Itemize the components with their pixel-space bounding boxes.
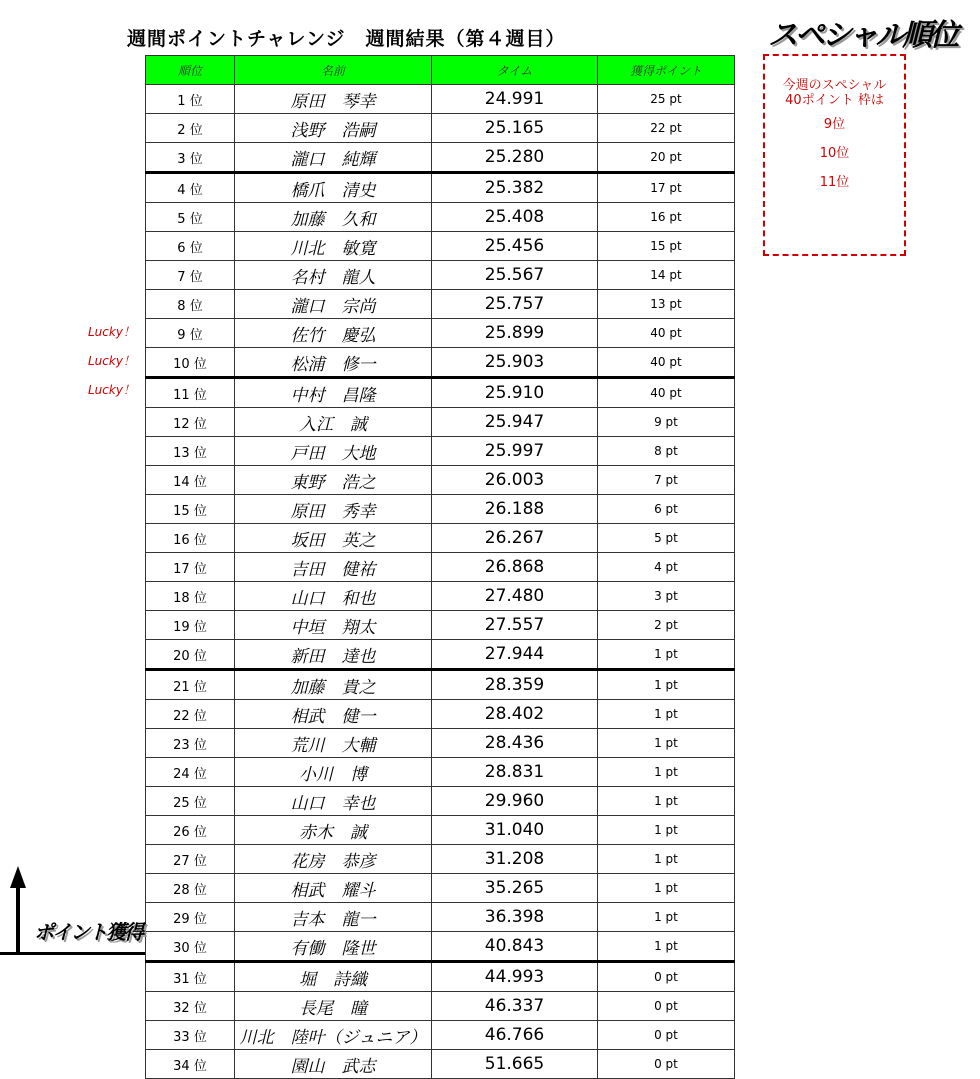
name-cell: 赤木 誠 xyxy=(235,816,432,845)
table-row xyxy=(146,932,735,962)
name-cell: 長尾 瞳 xyxy=(235,992,432,1021)
points-cell: 25 pt xyxy=(598,85,735,114)
points-cell: 1 pt xyxy=(598,640,735,670)
rank-cell: 9 位 xyxy=(146,319,235,348)
time-cell: 46.337 xyxy=(432,992,598,1021)
points-cutoff-line xyxy=(0,952,145,955)
points-cell: 4 pt xyxy=(598,553,735,582)
page-title: 週間ポイントチャレンジ 週間結果（第４週目） xyxy=(127,28,566,50)
rank-cell: 24 位 xyxy=(146,758,235,787)
table-row xyxy=(146,437,735,466)
time-cell: 25.757 xyxy=(432,290,598,319)
name-cell: 中村 昌隆 xyxy=(235,378,432,408)
name-cell: 吉田 健祐 xyxy=(235,553,432,582)
special-position: 11位 xyxy=(819,175,850,190)
table-row xyxy=(146,992,735,1021)
points-cell: 2 pt xyxy=(598,611,735,640)
time-cell: 51.665 xyxy=(432,1050,598,1079)
rank-cell: 16 位 xyxy=(146,524,235,553)
time-cell: 31.208 xyxy=(432,845,598,874)
time-cell: 31.040 xyxy=(432,816,598,845)
points-cell: 0 pt xyxy=(598,1050,735,1079)
table-row xyxy=(146,466,735,495)
rank-cell: 11 位 xyxy=(146,378,235,408)
table-row xyxy=(146,611,735,640)
table-row xyxy=(146,173,735,203)
points-cell: 1 pt xyxy=(598,932,735,962)
table-row xyxy=(146,85,735,114)
rank-cell: 4 位 xyxy=(146,173,235,203)
points-cell: 15 pt xyxy=(598,232,735,261)
name-cell: 山口 和也 xyxy=(235,582,432,611)
points-cell: 1 pt xyxy=(598,816,735,845)
table-row xyxy=(146,1021,735,1050)
table-row xyxy=(146,758,735,787)
name-cell: 中垣 翔太 xyxy=(235,611,432,640)
time-cell: 25.947 xyxy=(432,408,598,437)
table-row xyxy=(146,1050,735,1079)
time-cell: 24.991 xyxy=(432,85,598,114)
time-cell: 25.382 xyxy=(432,173,598,203)
table-row xyxy=(146,232,735,261)
table-row xyxy=(146,816,735,845)
rank-cell: 31 位 xyxy=(146,962,235,992)
rank-cell: 20 位 xyxy=(146,640,235,670)
name-cell: 佐竹 慶弘 xyxy=(235,319,432,348)
table-row xyxy=(146,408,735,437)
time-cell: 25.910 xyxy=(432,378,598,408)
table-row xyxy=(146,845,735,874)
table-row xyxy=(146,290,735,319)
table-row xyxy=(146,261,735,290)
rank-cell: 33 位 xyxy=(146,1021,235,1050)
points-cell: 20 pt xyxy=(598,143,735,173)
time-cell: 28.359 xyxy=(432,670,598,700)
name-cell: 堀 詩織 xyxy=(235,962,432,992)
rank-cell: 6 位 xyxy=(146,232,235,261)
name-cell: 入江 誠 xyxy=(235,408,432,437)
points-cell: 40 pt xyxy=(598,378,735,408)
time-cell: 28.402 xyxy=(432,700,598,729)
points-cell: 1 pt xyxy=(598,758,735,787)
rank-cell: 23 位 xyxy=(146,729,235,758)
table-row xyxy=(146,143,735,173)
table-row xyxy=(146,903,735,932)
points-cell: 40 pt xyxy=(598,348,735,378)
results-table xyxy=(145,55,735,1079)
name-cell: 原田 秀幸 xyxy=(235,495,432,524)
name-cell: 花房 恭彦 xyxy=(235,845,432,874)
name-cell: 相武 耀斗 xyxy=(235,874,432,903)
points-cell: 16 pt xyxy=(598,203,735,232)
points-cell: 1 pt xyxy=(598,787,735,816)
time-cell: 27.944 xyxy=(432,640,598,670)
points-cell: 3 pt xyxy=(598,582,735,611)
name-cell: 新田 達也 xyxy=(235,640,432,670)
rank-cell: 2 位 xyxy=(146,114,235,143)
name-cell: 東野 浩之 xyxy=(235,466,432,495)
name-cell: 相武 健一 xyxy=(235,700,432,729)
time-cell: 28.436 xyxy=(432,729,598,758)
time-cell: 25.408 xyxy=(432,203,598,232)
time-cell: 25.280 xyxy=(432,143,598,173)
time-cell: 25.567 xyxy=(432,261,598,290)
rank-cell: 25 位 xyxy=(146,787,235,816)
rank-cell: 7 位 xyxy=(146,261,235,290)
table-row xyxy=(146,319,735,348)
points-cell: 0 pt xyxy=(598,992,735,1021)
rank-cell: 14 位 xyxy=(146,466,235,495)
rank-cell: 21 位 xyxy=(146,670,235,700)
table-row xyxy=(146,700,735,729)
name-cell: 小川 博 xyxy=(235,758,432,787)
name-cell: 瀧口 宗尚 xyxy=(235,290,432,319)
time-cell: 44.993 xyxy=(432,962,598,992)
name-cell: 坂田 英之 xyxy=(235,524,432,553)
table-row xyxy=(146,787,735,816)
rank-cell: 12 位 xyxy=(146,408,235,437)
special-rank-box xyxy=(763,54,906,256)
time-cell: 35.265 xyxy=(432,874,598,903)
points-cell: 1 pt xyxy=(598,903,735,932)
time-cell: 36.398 xyxy=(432,903,598,932)
name-cell: 山口 幸也 xyxy=(235,787,432,816)
special-position: 10位 xyxy=(819,146,850,161)
rank-cell: 15 位 xyxy=(146,495,235,524)
time-cell: 26.868 xyxy=(432,553,598,582)
rank-cell: 3 位 xyxy=(146,143,235,173)
lucky-marker: Lucky！ xyxy=(88,325,135,339)
table-row xyxy=(146,670,735,700)
name-cell: 川北 陸叶（ジュニア） xyxy=(235,1021,432,1050)
points-cell: 9 pt xyxy=(598,408,735,437)
name-cell: 瀧口 純輝 xyxy=(235,143,432,173)
rank-cell: 8 位 xyxy=(146,290,235,319)
table-row xyxy=(146,582,735,611)
rank-cell: 22 位 xyxy=(146,700,235,729)
time-cell: 46.766 xyxy=(432,1021,598,1050)
arrow-shaft xyxy=(16,878,20,953)
time-cell: 27.557 xyxy=(432,611,598,640)
rank-cell: 32 位 xyxy=(146,992,235,1021)
time-cell: 26.188 xyxy=(432,495,598,524)
rank-cell: 34 位 xyxy=(146,1050,235,1079)
name-cell: 園山 武志 xyxy=(235,1050,432,1079)
points-cell: 17 pt xyxy=(598,173,735,203)
time-cell: 25.903 xyxy=(432,348,598,378)
table-row xyxy=(146,553,735,582)
points-cell: 1 pt xyxy=(598,700,735,729)
points-cell: 13 pt xyxy=(598,290,735,319)
name-cell: 橋爪 清史 xyxy=(235,173,432,203)
time-cell: 29.960 xyxy=(432,787,598,816)
time-cell: 25.456 xyxy=(432,232,598,261)
points-cell: 7 pt xyxy=(598,466,735,495)
special-box-line1: 今週のスペシャル xyxy=(782,78,887,93)
time-cell: 26.267 xyxy=(432,524,598,553)
points-cell: 5 pt xyxy=(598,524,735,553)
header-name: 名前 xyxy=(235,56,432,85)
points-cell: 1 pt xyxy=(598,874,735,903)
time-cell: 27.480 xyxy=(432,582,598,611)
points-cell: 22 pt xyxy=(598,114,735,143)
header-points: 獲得ポイント xyxy=(598,56,735,85)
name-cell: 荒川 大輔 xyxy=(235,729,432,758)
header-time: タイム xyxy=(432,56,598,85)
table-row xyxy=(146,114,735,143)
rank-cell: 13 位 xyxy=(146,437,235,466)
points-cell: 40 pt xyxy=(598,319,735,348)
points-cutoff-label: ポイント獲得 xyxy=(34,920,142,944)
table-row xyxy=(146,348,735,378)
time-cell: 28.831 xyxy=(432,758,598,787)
name-cell: 浅野 浩嗣 xyxy=(235,114,432,143)
points-cell: 8 pt xyxy=(598,437,735,466)
special-rank-title: スペシャル順位 xyxy=(768,18,957,53)
rank-cell: 28 位 xyxy=(146,874,235,903)
points-cell: 14 pt xyxy=(598,261,735,290)
rank-cell: 5 位 xyxy=(146,203,235,232)
name-cell: 名村 龍人 xyxy=(235,261,432,290)
name-cell: 吉本 龍一 xyxy=(235,903,432,932)
special-position: 9位 xyxy=(823,117,846,132)
rank-cell: 18 位 xyxy=(146,582,235,611)
table-row xyxy=(146,729,735,758)
name-cell: 松浦 修一 xyxy=(235,348,432,378)
rank-cell: 27 位 xyxy=(146,845,235,874)
points-cell: 0 pt xyxy=(598,1021,735,1050)
name-cell: 原田 琴幸 xyxy=(235,85,432,114)
table-row xyxy=(146,874,735,903)
time-cell: 25.165 xyxy=(432,114,598,143)
points-cell: 1 pt xyxy=(598,729,735,758)
table-row xyxy=(146,524,735,553)
time-cell: 25.997 xyxy=(432,437,598,466)
points-cell: 1 pt xyxy=(598,670,735,700)
points-cell: 6 pt xyxy=(598,495,735,524)
table-header-row xyxy=(146,56,735,85)
rank-cell: 30 位 xyxy=(146,932,235,962)
rank-cell: 10 位 xyxy=(146,348,235,378)
special-box-line2: 40ポイント 枠は xyxy=(785,93,884,108)
time-cell: 25.899 xyxy=(432,319,598,348)
name-cell: 川北 敏寛 xyxy=(235,232,432,261)
time-cell: 40.843 xyxy=(432,932,598,962)
table-row xyxy=(146,203,735,232)
table-row xyxy=(146,495,735,524)
rank-cell: 29 位 xyxy=(146,903,235,932)
points-cell: 1 pt xyxy=(598,845,735,874)
name-cell: 有働 隆世 xyxy=(235,932,432,962)
name-cell: 加藤 貴之 xyxy=(235,670,432,700)
table-row xyxy=(146,640,735,670)
time-cell: 26.003 xyxy=(432,466,598,495)
points-cell: 0 pt xyxy=(598,962,735,992)
lucky-marker: Lucky！ xyxy=(88,354,135,368)
rank-cell: 26 位 xyxy=(146,816,235,845)
lucky-marker: Lucky！ xyxy=(88,383,135,397)
results-body xyxy=(146,85,735,1079)
rank-cell: 17 位 xyxy=(146,553,235,582)
rank-cell: 1 位 xyxy=(146,85,235,114)
table-row xyxy=(146,962,735,992)
rank-cell: 19 位 xyxy=(146,611,235,640)
header-rank: 順位 xyxy=(146,56,235,85)
table-row xyxy=(146,378,735,408)
name-cell: 加藤 久和 xyxy=(235,203,432,232)
name-cell: 戸田 大地 xyxy=(235,437,432,466)
